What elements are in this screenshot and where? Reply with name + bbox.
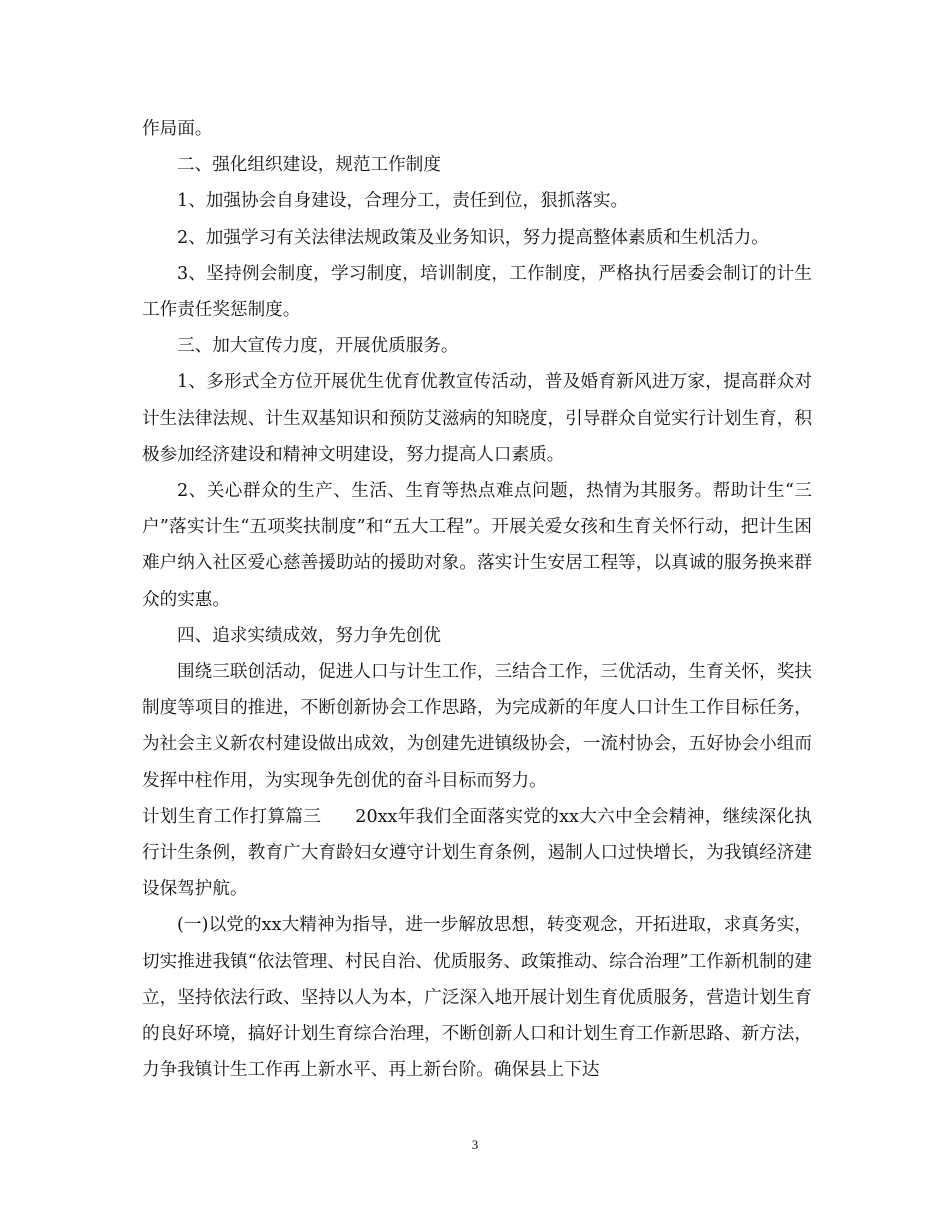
- paragraph-1: 作局面。: [142, 119, 213, 139]
- document-body: [142, 111, 812, 1088]
- closing-paragraph: (一)以党的xx大精神为指导，进一步解放思想，转变观念，开拓进取，求真务实，切实推进我镇“依法管理、村民自治、优质服务、政策推动、综合治理”工作新机制的建立，坚持依法行政、坚持以人为本，广泛深入地开展计划生育优质服务，营造计划生育的良好环境，搞好计划生育综合治理，不断创新人口和计划生育工作新思路、新方法，力争我镇计生工作再上新水平、再上新台阶。确保县上下达: [142, 915, 812, 1081]
- section-heading-2: 二、强化组织建设，规范工作制度: [177, 155, 441, 176]
- paragraph-7: 2、关心群众的生产、生活、生育等热点难点问题，热情为其服务。帮助计生“三户”落实计生“五项奖扶制度”和“五大工程”。开展关爱女孩和生育关怀行动，把计生困难户纳入社区爱心慈善援助站的援助对象。落实计生安居工程等，以真诚的服务换来群众的实惠。: [142, 481, 812, 610]
- page-number: 3: [471, 1137, 479, 1152]
- paragraph-5: 3、坚持例会制度，学习制度，培训制度，工作制度，严格执行居委会制订的计生工作责任奖惩制度。: [142, 263, 812, 321]
- paragraph-6: 1、多形式全方位开展优生优育优教宣传活动，普及婚育新风进万家，提高群众对计生法律法规、计生双基知识和预防艾滋病的知晓度，引导群众自觉实行计划生育，积极参加经济建设和精神文明建设，努力提高人口素质。: [142, 372, 812, 465]
- section-heading-4: 四、追求实绩成效，努力争先创优: [177, 625, 441, 646]
- paragraph-8: 围绕三联创活动，促进人口与计生工作，三结合工作，三优活动，生育关怀，奖扶制度等项目的推进，不断创新协会工作思路，为完成新的年度人口计生工作目标任务，为社会主义新农村建设做出成效，为创建先进镇级协会，一流村协会，五好协会小组而发挥中柱作用，为实现争先创优的奋斗目标而努力。: [142, 662, 812, 791]
- section-heading-title: 计划生育工作打算篇三: [142, 806, 322, 827]
- paragraph-3: 1、加强协会自身建设，合理分工，责任到位，狠抓落实。: [177, 191, 629, 212]
- section-heading-3: 三、加大宣传力度，开展优质服务。: [177, 336, 459, 357]
- section-intro-text: 20xx年我们全面落实党的xx大六中全会精神，继续深化执行计生条例，教育广大育龄妇女遵守计划生育条例，遏制人口过快增长，为我镇经济建设保驾护航。: [142, 806, 812, 900]
- paragraph-4: 2、加强学习有关法律法规政策及业务知识，努力提高整体素质和生机活力。: [177, 227, 769, 248]
- section-intro-paragraph: [142, 799, 812, 908]
